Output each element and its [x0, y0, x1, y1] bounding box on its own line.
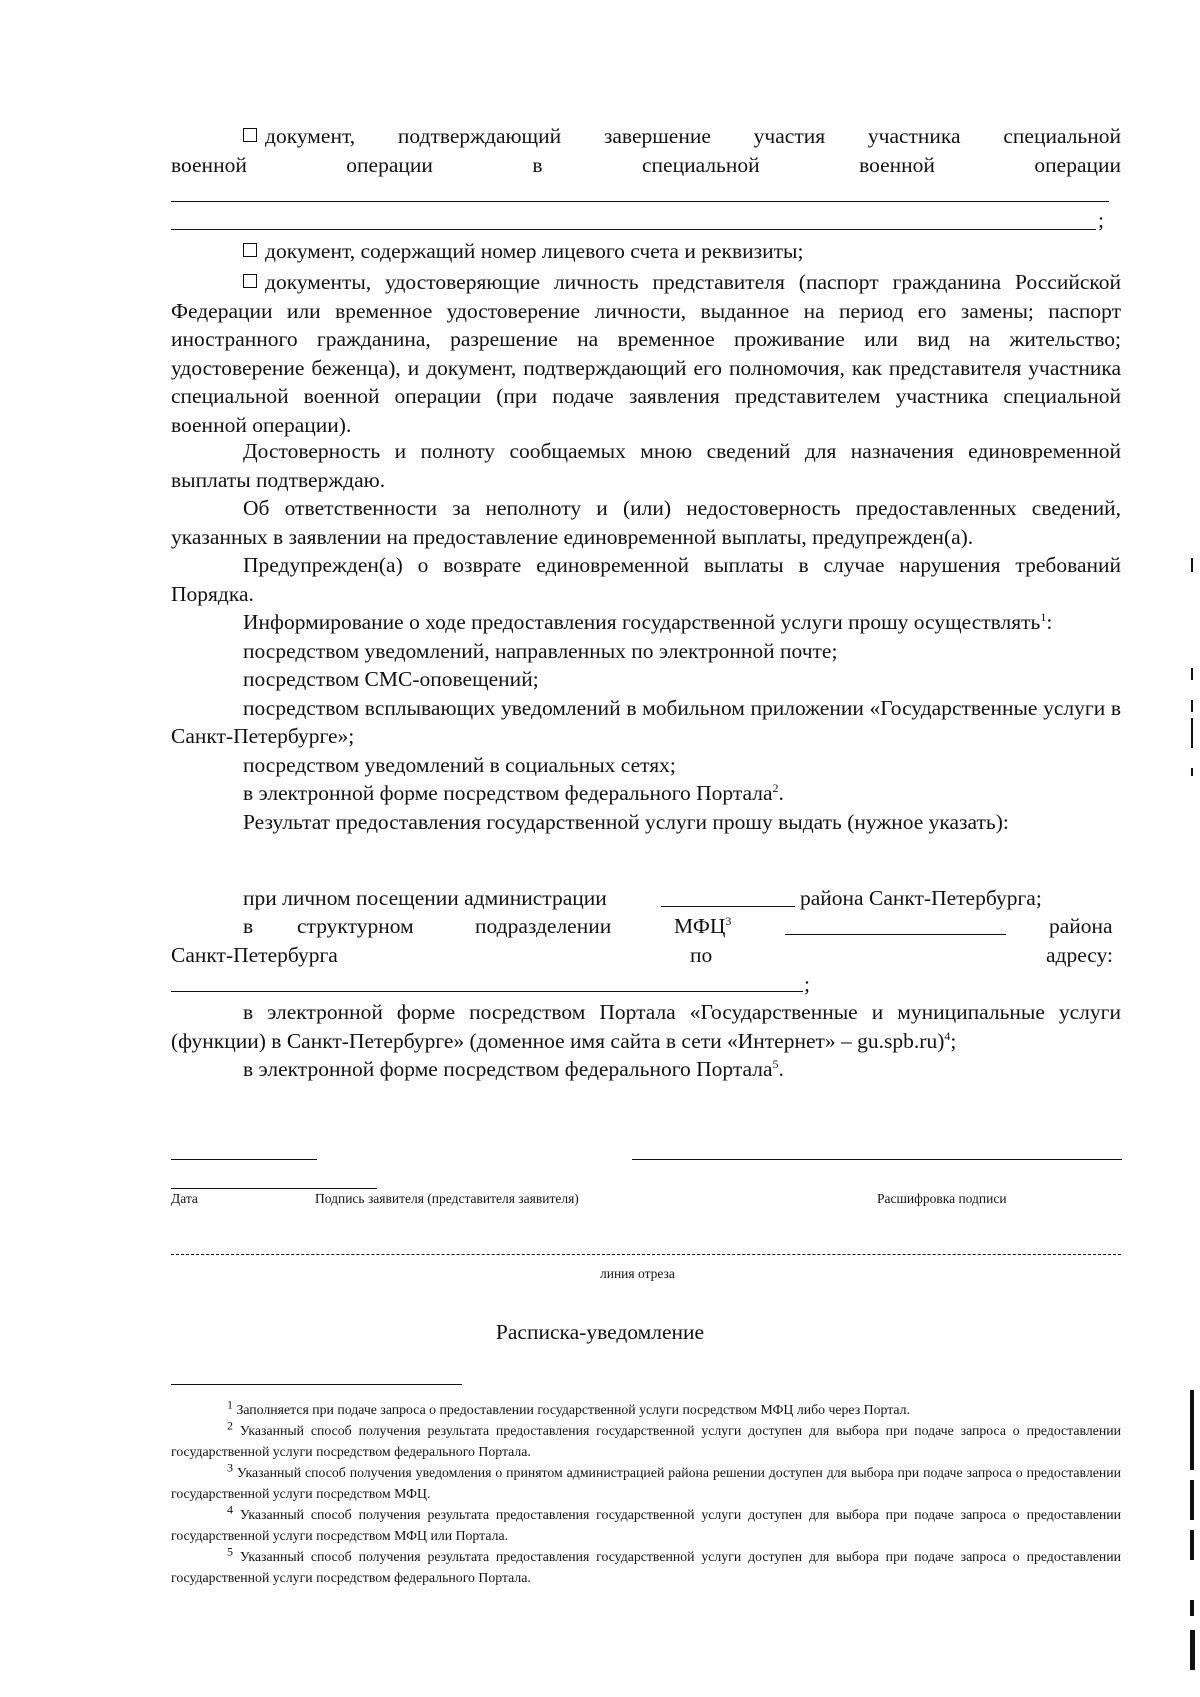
- scan-mark: [1190, 1390, 1194, 1470]
- scan-mark: [1191, 668, 1193, 680]
- cut-line-label: линия отреза: [600, 1266, 675, 1281]
- para-reliability: Достоверность и полноту сообщаемых мною сведений для назначения единовременной выплаты подтверждаю.: [171, 439, 1121, 492]
- para-block: [171, 437, 1121, 836]
- mfc-word: района: [1049, 914, 1113, 938]
- semicolon: ;: [1098, 208, 1104, 232]
- result-admin-tail: района Санкт-Петербурга;: [800, 886, 1042, 910]
- para-responsibility: Об ответственности за неполноту и (или) недостоверность предоставленных сведений, указанных в заявлении на предоставление единовременной выплаты, предупрежден(а).: [171, 496, 1121, 549]
- inform-portal: в электронной форме посредством федерального Портала$^2$.: [243, 780, 784, 805]
- result-portals: [171, 998, 1121, 1084]
- label-decode: Расшифровка подписи: [877, 1191, 1007, 1206]
- mfc-word: МФЦ$^3$: [674, 913, 732, 938]
- item-completion: [171, 122, 1121, 179]
- mfc-word: адресу:: [1046, 943, 1114, 967]
- scan-mark: [1191, 718, 1193, 748]
- result-fed: в электронной форме посредством федерального Портала$^5$.: [243, 1056, 784, 1081]
- scan-mark: [1191, 768, 1193, 776]
- result-gu: в электронной форме посредством Портала «Государственные и муниципальные услуги (функции) в Санкт-Петербурге» (доменное имя сайта в сети «Интернет» – gu.spb.ru)$^4$;: [171, 1000, 1121, 1053]
- mfc-word: в: [243, 914, 254, 938]
- scan-mark: [1190, 1600, 1194, 1616]
- footnote-separator: [171, 1384, 462, 1385]
- cut-line: [171, 1254, 1121, 1255]
- footnote: $^3$ Указанный способ получения уведомления о принятом администрацией района решении доступен для выбора при подаче запроса о предоставлении государственной услуги посредством МФЦ.: [171, 1460, 1121, 1501]
- blank-line[interactable]: [661, 906, 795, 907]
- footnote: $^4$ Указанный способ получения результата предоставления государственной услуги доступен для выбора при подаче запроса о предоставлении государственной услуги посредством МФЦ или Портала.: [171, 1502, 1121, 1543]
- footnotes: [171, 1399, 1121, 1588]
- scan-mark: [1191, 700, 1193, 712]
- scan-mark: [1191, 558, 1193, 572]
- checkbox-identity[interactable]: [243, 274, 257, 288]
- inform-sms: посредством СМС-оповещений;: [243, 667, 539, 691]
- blank-line[interactable]: [171, 201, 1109, 202]
- scan-mark: [1190, 1530, 1194, 1560]
- item-identity-text: документы, удостоверяющие личность представителя (паспорт гражданина Российской Федерации или временное удостоверение личности, выданное на период его замены; паспорт иностранного гражданина, разрешение на временное проживание или вид на жительство; удостоверение беженца), и документ, подтверждающий его полномочия, как представителя участника специальной военной операции (при подаче заявления представителем участника специальной военной операции).: [171, 270, 1121, 437]
- result-heading: Результат предоставления государственной услуги прошу выдать (нужное указать):: [243, 809, 1009, 834]
- inform-social: посредством уведомлений в социальных сетях;: [243, 752, 676, 777]
- mfc-word: подразделении: [475, 914, 612, 938]
- checkbox-account[interactable]: [243, 243, 257, 257]
- mfc-word: по: [690, 943, 713, 967]
- result-admin: при личном посещении администрации: [243, 886, 607, 910]
- blank-line[interactable]: [171, 991, 803, 992]
- label-date: Дата: [171, 1191, 198, 1206]
- blank-line[interactable]: [171, 229, 1096, 230]
- signature-line[interactable]: [171, 1188, 377, 1189]
- decode-line[interactable]: [632, 1159, 1122, 1160]
- footnote: $^2$ Указанный способ получения результата предоставления государственной услуги доступен для выбора при подаче запроса о предоставлении государственной услуги посредством федерального Портала.: [171, 1418, 1121, 1459]
- date-line[interactable]: [171, 1159, 317, 1160]
- semicolon: ;: [804, 972, 810, 996]
- item-identity: [171, 268, 1121, 439]
- checkbox-completion[interactable]: [243, 128, 257, 142]
- para-warned: Предупрежден(а) о возврате единовременной выплаты в случае нарушения требований Порядка.: [171, 553, 1121, 606]
- para-inform: Информирование о ходе предоставления государственной услуги прошу осуществлять$^1$:: [243, 609, 1053, 634]
- inform-app: посредством всплывающих уведомлений в мобильном приложении «Государственные услуги в Санкт-Петербурге»;: [171, 695, 1121, 748]
- mfc-word: структурном: [297, 914, 414, 938]
- receipt-title: Расписка-уведомление: [495, 1320, 705, 1344]
- item-account: [171, 237, 1121, 266]
- scan-mark: [1190, 1480, 1194, 1520]
- inform-email: посредством уведомлений, направленных по электронной почте;: [243, 638, 838, 663]
- blank-line[interactable]: [785, 934, 1006, 935]
- item-completion-line1: документ, подтверждающий завершение участия участника специальной: [171, 122, 1121, 151]
- footnote: $^1$ Заполняется при подаче запроса о предоставлении государственной услуги посредством МФЦ либо через Портал.: [227, 1397, 910, 1417]
- item-account-text: документ, содержащий номер лицевого счета и реквизиты;: [265, 239, 804, 263]
- scan-mark: [1190, 1630, 1195, 1670]
- mfc-word: Санкт-Петербурга: [171, 943, 338, 967]
- label-signature: Подпись заявителя (представителя заявителя): [315, 1191, 579, 1206]
- footnote: $^5$ Указанный способ получения результата предоставления государственной услуги доступен для выбора при подаче запроса о предоставлении государственной услуги посредством федерального Портала.: [171, 1544, 1121, 1585]
- item-completion-line2: военной операции в специальной военной операции: [171, 152, 1121, 177]
